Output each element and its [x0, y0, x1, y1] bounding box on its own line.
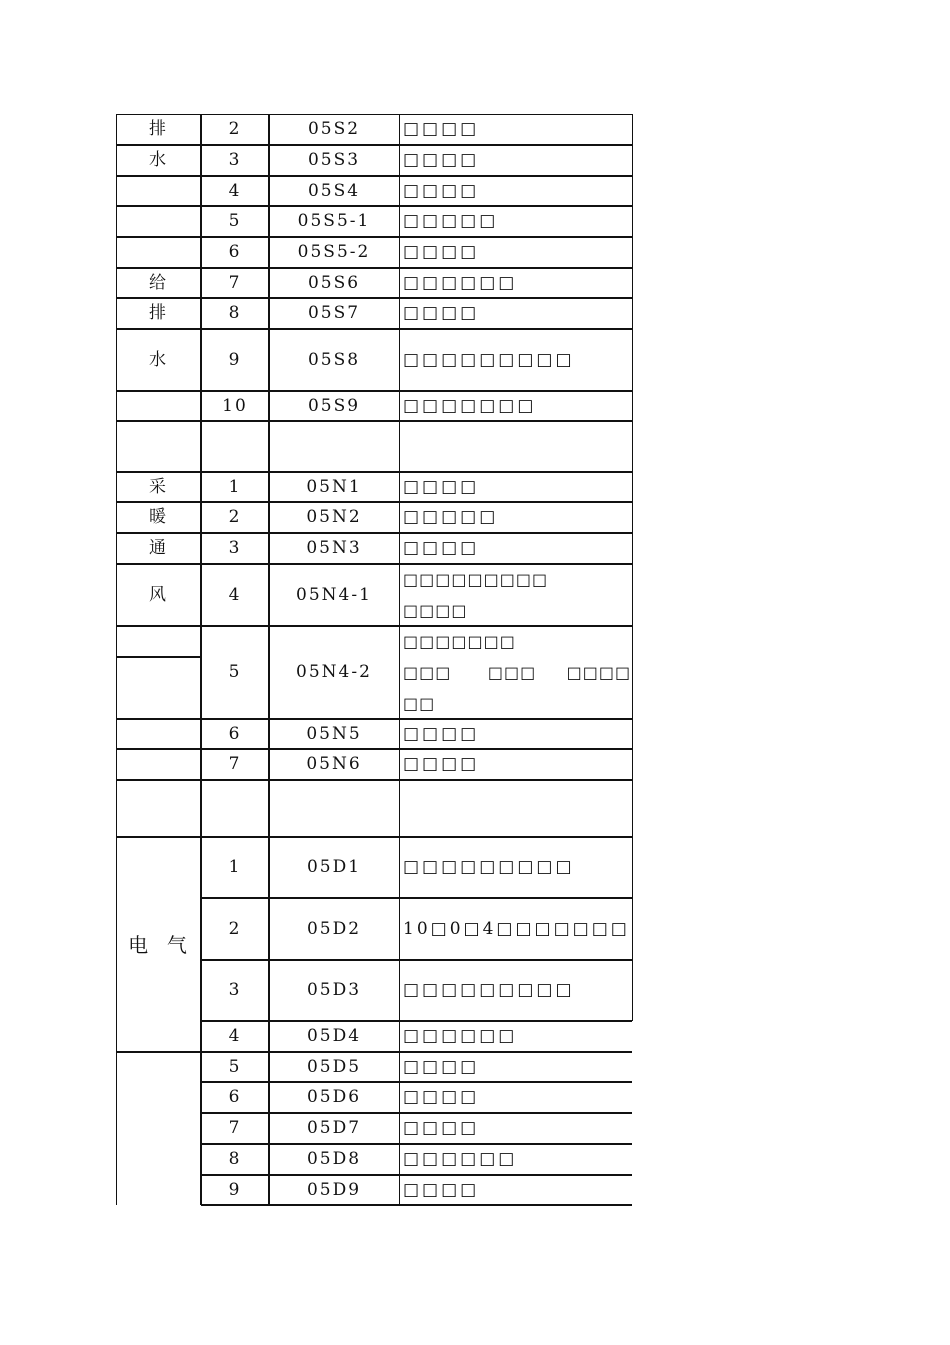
code-cell: 05N2 [306, 507, 362, 527]
description-cell: □□□□□□ [403, 1026, 518, 1046]
sequence-cell: 3 [228, 150, 242, 170]
code-cell: 05D6 [306, 1087, 362, 1107]
description-cell: 10□0□4□□□□□□□ [403, 918, 630, 939]
description-cell: □□□□ [403, 303, 480, 323]
sequence-cell: 7 [228, 754, 242, 774]
sequence-cell: 1 [228, 476, 242, 497]
description-cell: □□□□□ [403, 507, 499, 527]
sequence-cell: 6 [228, 242, 242, 262]
description-cell: □□□□ [403, 180, 480, 201]
description-cell: □□□□ [403, 1056, 480, 1077]
code-cell: 05S3 [307, 150, 361, 170]
description-cell: □□□□ [403, 1118, 480, 1138]
description-cell: □□□□□□□ [403, 395, 537, 416]
code-cell: 05S8 [307, 349, 361, 370]
category-cell [116, 421, 201, 472]
sequence-cell: 8 [228, 303, 242, 323]
description-cell: □□□□ [403, 476, 480, 497]
sequence-cell: 8 [228, 1149, 242, 1169]
sequence-cell: 2 [228, 507, 242, 527]
description-cell: □□□□ [403, 538, 480, 558]
sequence-cell: 6 [228, 1087, 242, 1107]
sequence-cell: 7 [228, 1118, 242, 1138]
sequence-cell [201, 421, 269, 472]
sequence-cell: 9 [228, 349, 242, 370]
category-cell [116, 1113, 201, 1144]
code-cell: 05N1 [306, 476, 362, 497]
code-cell: 05N4-2 [296, 662, 372, 682]
category-cell: 水 [149, 150, 168, 170]
code-cell: 05S5-1 [297, 211, 371, 231]
category-cell [116, 719, 201, 749]
sequence-cell: 5 [228, 1056, 242, 1077]
sequence-cell: 5 [228, 211, 242, 231]
sequence-cell: 2 [228, 119, 242, 139]
description-cell: □□□□□□ [403, 272, 518, 293]
category-cell: 排 [149, 119, 168, 139]
sequence-cell: 5 [228, 662, 242, 682]
code-cell: 05N3 [306, 538, 362, 558]
sequence-cell: 7 [228, 272, 242, 293]
code-cell: 05D1 [306, 857, 362, 877]
sequence-cell: 2 [228, 918, 242, 939]
sequence-cell [201, 780, 269, 837]
description-cell: □□□□ [403, 150, 480, 170]
description-cell: □□□□ [403, 1087, 480, 1107]
category-cell [116, 391, 201, 421]
category-cell [116, 1082, 201, 1113]
category-cell: 通 [149, 538, 168, 558]
code-cell: 05N4-1 [296, 584, 372, 605]
description-cell: □□□□□ [403, 211, 499, 231]
description-cell: □□□□□□□□□ [403, 349, 575, 370]
sequence-cell: 4 [228, 584, 242, 605]
description-cell: □□□□ [403, 242, 480, 262]
category-cell: 风 [149, 584, 168, 605]
description-cell: □□□□□□ [403, 1149, 518, 1169]
category-cell: 给 [149, 272, 168, 293]
category-cell: 水 [149, 349, 168, 370]
category-cell: 采 [149, 476, 168, 497]
category-cell [116, 1052, 201, 1082]
sequence-cell: 4 [228, 1026, 242, 1046]
sequence-cell: 1 [228, 857, 242, 877]
code-cell: 05S2 [307, 119, 361, 139]
description-cell: □□□□□□□□□ [403, 980, 575, 1000]
sequence-cell: 6 [228, 723, 242, 744]
code-cell: 05D4 [306, 1026, 362, 1046]
code-cell: 05S6 [307, 272, 361, 293]
code-cell: 05D7 [306, 1118, 362, 1138]
category-cell [116, 1144, 201, 1175]
sequence-cell: 3 [228, 980, 242, 1000]
category-cell [116, 176, 201, 206]
sequence-cell: 10 [222, 395, 248, 416]
code-cell [269, 780, 399, 837]
category-cell: 排 [149, 303, 168, 323]
sequence-cell: 9 [228, 1179, 242, 1200]
code-cell [269, 421, 399, 472]
code-cell: 05D2 [306, 918, 362, 939]
category-cell [116, 626, 201, 719]
code-cell: 05S4 [307, 180, 361, 201]
description-cell: □□□□□□□□□ [403, 857, 575, 877]
code-cell: 05D8 [306, 1149, 362, 1169]
description-cell: □□□□ [403, 723, 480, 744]
sequence-cell: 4 [228, 180, 242, 201]
description-cell [399, 780, 636, 837]
description-cell: □□□□□□□□□ □□□□ [403, 570, 549, 620]
description-cell: □□□□ [403, 119, 480, 139]
code-cell: 05D3 [306, 980, 362, 1000]
category-cell [116, 237, 201, 268]
category-label-electrical: 电 气 [128, 932, 189, 957]
code-cell: 05D5 [306, 1056, 362, 1077]
description-cell: □□□□ [403, 754, 480, 774]
description-cell: □□□□ [403, 1179, 480, 1200]
category-cell [116, 749, 201, 780]
description-cell [399, 421, 636, 472]
code-cell: 05S5-2 [297, 242, 371, 262]
code-cell: 05N5 [306, 723, 362, 744]
code-cell: 05S9 [307, 395, 361, 416]
category-cell [116, 780, 201, 837]
category-cell: 暖 [149, 507, 168, 527]
description-cell: □□□□□□□ □□□ □□□ □□□□ □□ [403, 632, 632, 713]
sequence-cell: 3 [228, 538, 242, 558]
code-cell: 05S7 [307, 303, 361, 323]
code-cell: 05N6 [306, 754, 362, 774]
category-cell [116, 1175, 201, 1205]
category-cell [116, 206, 201, 237]
code-cell: 05D9 [306, 1179, 362, 1200]
